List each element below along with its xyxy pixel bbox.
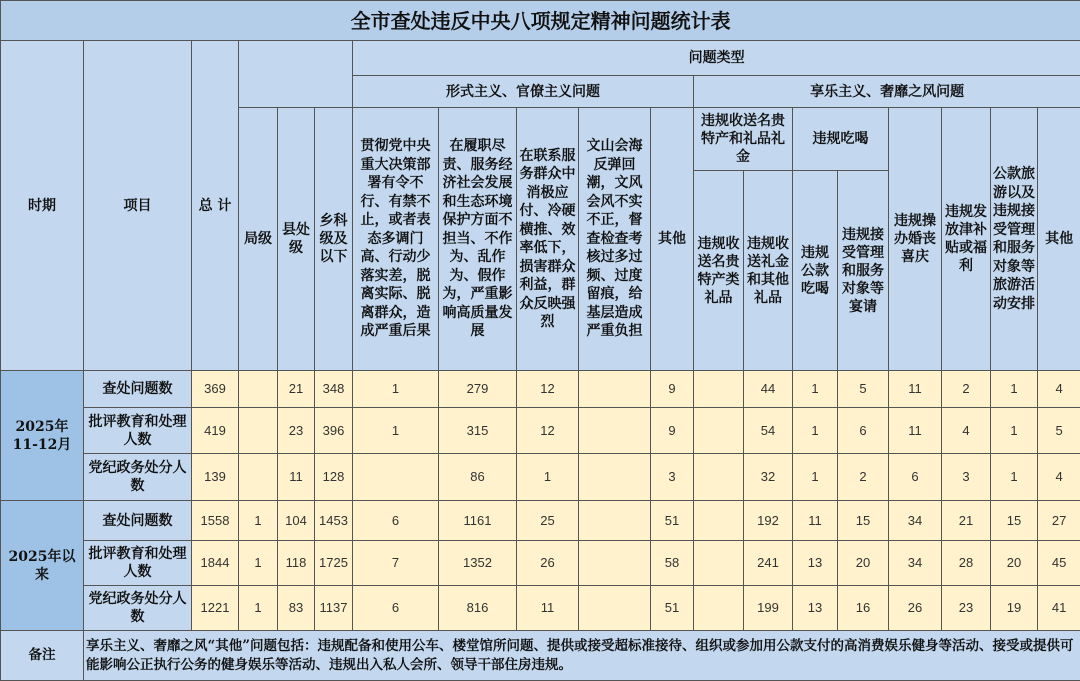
data-cell: 15	[838, 501, 889, 541]
data-cell: 12	[517, 408, 579, 454]
data-cell: 2	[838, 454, 889, 501]
data-cell	[694, 586, 744, 631]
data-cell: 1	[793, 408, 838, 454]
data-cell: 369	[192, 371, 239, 408]
data-cell: 54	[744, 408, 793, 454]
data-cell: 1725	[315, 541, 353, 586]
data-cell: 1	[991, 371, 1038, 408]
data-cell: 4	[1038, 454, 1080, 501]
data-cell: 11	[517, 586, 579, 631]
data-cell: 28	[942, 541, 991, 586]
data-cell	[694, 408, 744, 454]
data-cell: 6	[838, 408, 889, 454]
data-cell: 9	[651, 371, 694, 408]
data-cell: 5	[1038, 408, 1080, 454]
data-cell: 34	[889, 501, 942, 541]
data-cell: 32	[744, 454, 793, 501]
data-cell: 1453	[315, 501, 353, 541]
data-cell: 1	[793, 371, 838, 408]
data-cell: 13	[793, 541, 838, 586]
data-cell: 199	[744, 586, 793, 631]
data-cell	[579, 371, 651, 408]
data-cell: 23	[278, 408, 315, 454]
data-cell	[694, 454, 744, 501]
data-cell: 41	[1038, 586, 1080, 631]
table-row	[1, 371, 1080, 408]
data-cell: 1844	[192, 541, 239, 586]
data-cell: 241	[744, 541, 793, 586]
data-cell: 4	[1038, 371, 1080, 408]
data-cell: 139	[192, 454, 239, 501]
data-cell	[694, 371, 744, 408]
data-cell: 58	[651, 541, 694, 586]
data-cell	[579, 541, 651, 586]
data-cell: 1	[239, 541, 278, 586]
data-cell: 7	[353, 541, 439, 586]
data-cell: 3	[942, 454, 991, 501]
table-title: 全市查处违反中央八项规定精神问题统计表	[1, 1, 1080, 41]
header-item: 项目	[84, 41, 192, 371]
header-period: 时期	[1, 41, 84, 371]
data-cell: 15	[991, 501, 1038, 541]
data-cell: 1	[517, 454, 579, 501]
header-h-other: 其他	[1038, 108, 1080, 371]
data-cell: 419	[192, 408, 239, 454]
data-cell: 1161	[439, 501, 517, 541]
header-allowance: 违规发放津补贴或福利	[942, 108, 991, 371]
header-blank	[239, 41, 353, 108]
table-row	[1, 586, 1080, 631]
header-gift1: 违规收送名贵特产类礼品	[694, 171, 744, 371]
data-cell: 6	[353, 501, 439, 541]
row-item-label: 批评教育和处理人数	[84, 408, 192, 454]
data-cell: 816	[439, 586, 517, 631]
data-cell: 1	[991, 454, 1038, 501]
data-cell	[694, 501, 744, 541]
data-cell	[579, 454, 651, 501]
data-cell: 1	[991, 408, 1038, 454]
header-hedonism: 享乐主义、奢靡之风问题	[694, 76, 1080, 108]
data-cell: 20	[991, 541, 1038, 586]
data-cell: 1137	[315, 586, 353, 631]
data-cell	[579, 408, 651, 454]
data-cell: 51	[651, 586, 694, 631]
data-cell: 16	[838, 586, 889, 631]
header-gift-group: 违规收送名贵特产和礼品礼金	[694, 108, 793, 171]
header-f3: 在联系服务群众中消极应付、冷硬横推、效率低下，损害群众利益，群众反映强烈	[517, 108, 579, 371]
data-cell: 11	[793, 501, 838, 541]
data-cell: 51	[651, 501, 694, 541]
data-cell: 1	[353, 371, 439, 408]
data-cell: 1	[239, 501, 278, 541]
data-cell: 11	[889, 371, 942, 408]
data-cell	[239, 454, 278, 501]
table-row	[1, 454, 1080, 501]
header-f2: 在履职尽责、服务经济社会发展和生态环境保护方面不担当、不作为、乱作为、假作为，严重影响高质量发展	[439, 108, 517, 371]
data-cell: 1	[239, 586, 278, 631]
data-cell: 128	[315, 454, 353, 501]
data-cell	[239, 371, 278, 408]
header-bureau: 局级	[239, 108, 278, 371]
header-f4: 文山会海反弹回潮，文风会风不实不正，督查检查考核过多过频、过度留痕，给基层造成严重负担	[579, 108, 651, 371]
data-cell: 34	[889, 541, 942, 586]
row-item-label: 党纪政务处分人数	[84, 586, 192, 631]
data-cell: 1	[793, 454, 838, 501]
data-cell: 1	[353, 408, 439, 454]
period-label: 2025年以来	[1, 501, 84, 631]
note-label: 备注	[1, 631, 84, 681]
data-cell: 21	[942, 501, 991, 541]
data-cell: 19	[991, 586, 1038, 631]
header-eat1: 违规公款吃喝	[793, 171, 838, 371]
data-cell: 279	[439, 371, 517, 408]
data-cell: 3	[651, 454, 694, 501]
row-item-label: 批评教育和处理人数	[84, 541, 192, 586]
header-f-other: 其他	[651, 108, 694, 371]
data-cell: 11	[278, 454, 315, 501]
data-cell: 86	[439, 454, 517, 501]
row-item-label: 查处问题数	[84, 501, 192, 541]
data-cell: 26	[517, 541, 579, 586]
data-cell: 6	[353, 586, 439, 631]
header-eat-group: 违规吃喝	[793, 108, 889, 171]
data-cell: 27	[1038, 501, 1080, 541]
data-cell: 23	[942, 586, 991, 631]
header-county: 县处级	[278, 108, 315, 371]
data-cell	[579, 586, 651, 631]
data-cell: 44	[744, 371, 793, 408]
data-cell: 45	[1038, 541, 1080, 586]
data-cell: 13	[793, 586, 838, 631]
data-cell: 25	[517, 501, 579, 541]
data-cell: 5	[838, 371, 889, 408]
period-label: 2025年11-12月	[1, 371, 84, 501]
row-item-label: 党纪政务处分人数	[84, 454, 192, 501]
table-row	[1, 541, 1080, 586]
header-township: 乡科级及以下	[315, 108, 353, 371]
data-cell: 21	[278, 371, 315, 408]
data-cell: 2	[942, 371, 991, 408]
row-item-label: 查处问题数	[84, 371, 192, 408]
header-formalism: 形式主义、官僚主义问题	[353, 76, 694, 108]
data-cell: 20	[838, 541, 889, 586]
data-cell: 192	[744, 501, 793, 541]
header-travel: 公款旅游以及违规接受管理和服务对象等旅游活动安排	[991, 108, 1038, 371]
data-cell	[239, 408, 278, 454]
data-cell	[694, 541, 744, 586]
data-cell: 11	[889, 408, 942, 454]
data-cell: 26	[889, 586, 942, 631]
data-cell: 4	[942, 408, 991, 454]
data-cell: 1221	[192, 586, 239, 631]
data-cell: 315	[439, 408, 517, 454]
data-cell: 9	[651, 408, 694, 454]
header-f1: 贯彻党中央重大决策部署有令不行、有禁不止，或者表态多调门高、行动少落实差，脱离实际、脱离群众，造成严重后果	[353, 108, 439, 371]
data-cell: 1558	[192, 501, 239, 541]
data-cell: 83	[278, 586, 315, 631]
table-row	[1, 501, 1080, 541]
data-cell: 6	[889, 454, 942, 501]
header-problem-type: 问题类型	[353, 41, 1080, 76]
header-wedding: 违规操办婚丧喜庆	[889, 108, 942, 371]
note-text: 享乐主义、奢靡之风“其他”问题包括：违规配备和使用公车、楼堂馆所问题、提供或接受超标准接待、组织或参加用公款支付的高消费娱乐健身等活动、接受或提供可能影响公正执行公务的健身娱乐等活动、违规出入私人会所、领导干部住房违规。	[84, 631, 1080, 681]
header-eat2: 违规接受管理和服务对象等宴请	[838, 171, 889, 371]
data-cell: 12	[517, 371, 579, 408]
data-cell	[353, 454, 439, 501]
data-cell: 104	[278, 501, 315, 541]
header-total: 总 计	[192, 41, 239, 371]
data-cell: 1352	[439, 541, 517, 586]
header-gift2: 违规收送礼金和其他礼品	[744, 171, 793, 371]
table-row	[1, 408, 1080, 454]
data-cell: 396	[315, 408, 353, 454]
data-cell	[579, 501, 651, 541]
data-cell: 118	[278, 541, 315, 586]
data-cell: 348	[315, 371, 353, 408]
